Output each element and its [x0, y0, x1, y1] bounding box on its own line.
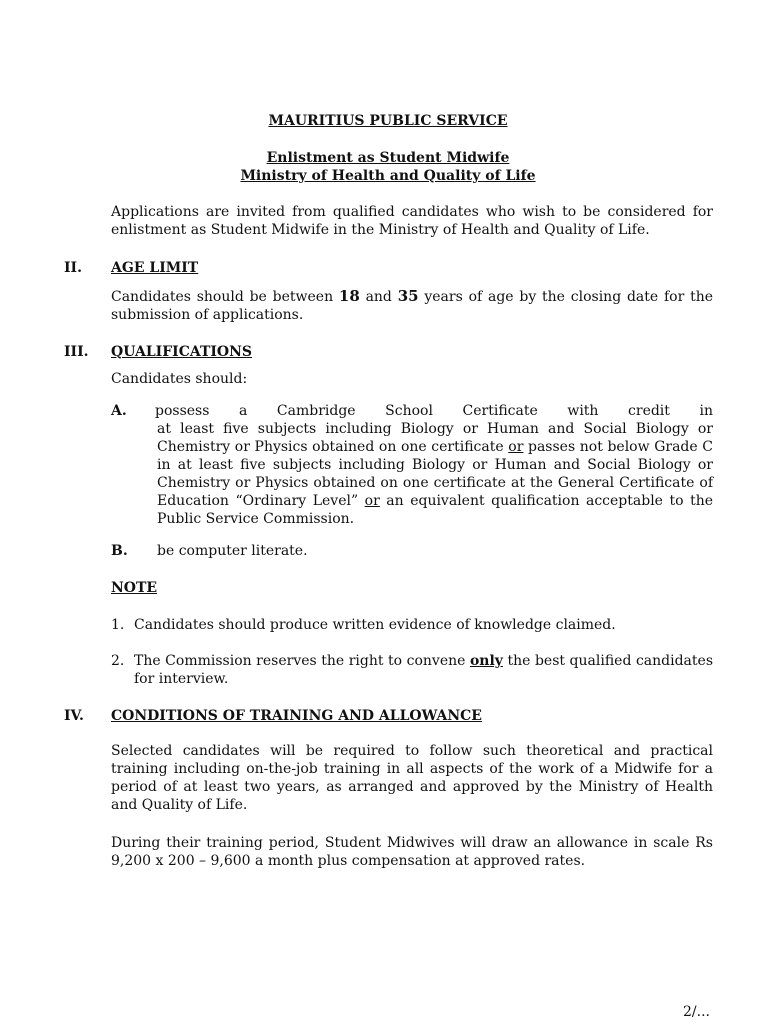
age-text-2: and [359, 289, 398, 305]
section-heading-age-limit: AGE LIMIT [111, 260, 199, 276]
section-number-qualifications: III. [64, 344, 89, 360]
qualifications-lead: Candidates should: [111, 371, 248, 387]
training-paragraph-2: During their training period, Student Midwives will draw an allowance in scale Rs 9,200 x 200 – 9,600 a month plus compensation at approved rates. [111, 835, 713, 869]
item-a-or-1: or [508, 439, 524, 455]
age-limit-paragraph [111, 287, 713, 324]
note-item-1-text: Candidates should produce written evidence of knowledge claimed. [134, 617, 616, 633]
note-item-2-emphasis: only [469, 653, 503, 669]
item-letter-a: A. [111, 403, 127, 419]
section-heading-training: CONDITIONS OF TRAINING AND ALLOWANCE [111, 708, 482, 724]
org-heading: MAURITIUS PUBLIC SERVICE [268, 113, 508, 129]
item-b-text: be computer literate. [157, 543, 308, 559]
note-heading: NOTE [111, 580, 158, 596]
page-continuation-marker: 2/... [683, 1004, 710, 1020]
ministry-heading: Ministry of Health and Quality of Life [240, 168, 536, 184]
max-age-value: 35 [397, 287, 419, 305]
min-age-value: 18 [338, 287, 360, 305]
note-item-2-pre: The Commission reserves the right to convene [134, 653, 470, 669]
note-item-1-number: 1. [111, 617, 125, 633]
age-text-1: Candidates should be between [111, 289, 339, 305]
section-heading-qualifications: QUALIFICATIONS [111, 344, 253, 360]
section-number-age: II. [64, 260, 82, 276]
item-a-or-2: or [364, 493, 380, 509]
item-a-part-3: an equivalent qualification acceptable to the Public Service Commission. [157, 493, 713, 527]
item-a-body [157, 420, 713, 528]
age-text-3: years of age by the closing date for the submission of applications. [111, 289, 713, 323]
note-item-2-text [134, 652, 713, 688]
item-letter-b: B. [111, 543, 128, 559]
intro-paragraph: Applications are invited from qualified candidates who wish to be considered for enlistment as Student Midwife in the Ministry of Health and Quality of Life. [111, 204, 713, 238]
note-item-2-post: the best qualified candidates for interview. [134, 653, 714, 687]
note-item-2-number: 2. [111, 653, 125, 669]
item-a-part-2: passes not below Grade C in at least five subjects including Biology or Human and Social Biology or Chemistry or Physics obtained on one certificate at the General Certificate of Education “Ordinary Level” [157, 439, 713, 509]
section-number-training: IV. [64, 708, 84, 724]
item-a-first-line: possess a Cambridge School Certificate with credit in [155, 403, 713, 419]
document-title: Enlistment as Student Midwife [266, 150, 510, 166]
item-a-part-1: at least five subjects including Biology or Human and Social Biology or Chemistry or Physics obtained on one certificate [157, 421, 713, 455]
training-paragraph-1: Selected candidates will be required to follow such theoretical and practical training including on-the-job training in all aspects of the work of a Midwife for a period of at least two years, as arranged and approved by the Ministry of Health and Quality of Life. [111, 743, 713, 813]
